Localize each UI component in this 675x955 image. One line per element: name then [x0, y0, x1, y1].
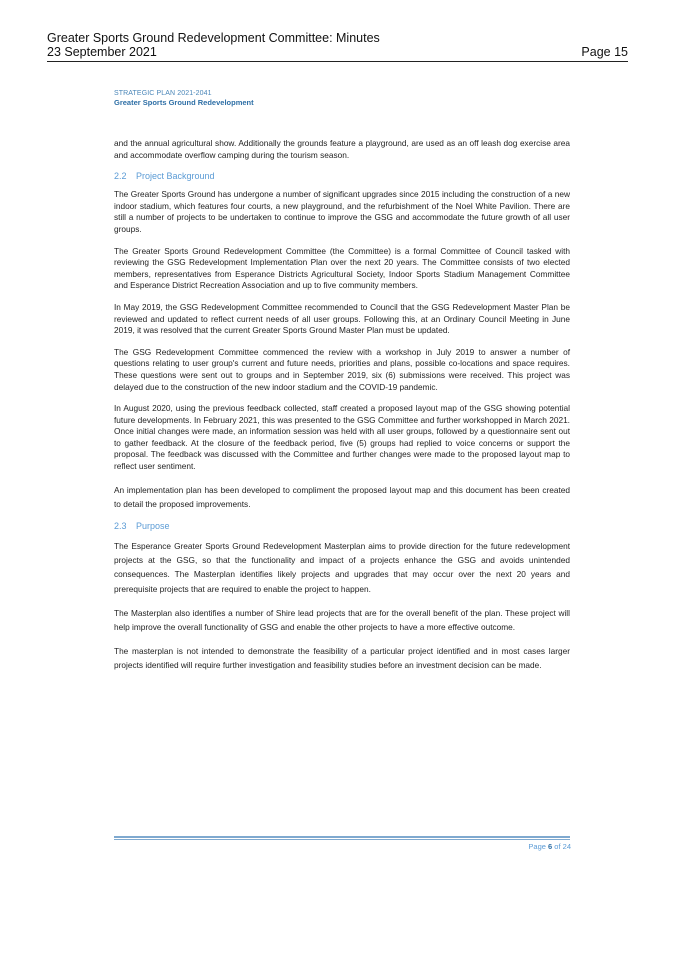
intro-paragraph: and the annual agricultural show. Additionally the grounds feature a playground, are used as an off leash dog exercise area and accommodate overflow camping during the tourism season.: [114, 138, 570, 160]
footer-divider: [114, 836, 570, 840]
header-date-row: [47, 45, 628, 59]
page-total: 24: [562, 842, 571, 851]
section-title: Project Background: [136, 171, 215, 182]
section-number: 2.2: [114, 171, 127, 182]
paragraph: In May 2019, the GSG Redevelopment Committee recommended to Council that the GSG Redevelopment Master Plan be reviewed and updated to reflect current needs of all user groups. Following this, at an Ordinary Council Meeting in June 2019, it was resolved that the current Greater Sports Ground Master Plan must be updated.: [114, 301, 570, 336]
page-header: [47, 31, 628, 62]
paragraph: An implementation plan has been developed to compliment the proposed layout map and this document has been created to detail the proposed improvements.: [114, 484, 570, 509]
paragraph: The masterplan is not intended to demonstrate the feasibility of a particular project identified and in most cases larger projects identified will require further investigation and feasibility studies before an investment decision can be made.: [114, 646, 570, 671]
section-heading-purpose: [114, 521, 570, 532]
document-body: [114, 138, 570, 683]
meeting-date: 23 September 2021: [47, 45, 157, 59]
header-divider: [47, 61, 628, 62]
strategic-plan-label: STRATEGIC PLAN 2021-2041: [114, 90, 212, 97]
section-heading-project-background: [114, 171, 570, 182]
document-title: Greater Sports Ground Redevelopment: [114, 98, 254, 107]
paragraph: In August 2020, using the previous feedback collected, staff created a proposed layout map of the GSG showing potential future developments. In February 2021, this was presented to the GSG Committee and further workshopped in March 2021. Once initial changes were made, an information session was held with all user groups, followed by a questionnaire sent out to gather feedback. At the closure of the feedback period, five (5) groups had replied to voice concerns or support the proposal. The feedback was discussed with the Committee and further changes were made to the proposed layout map to reflect user sentiment.: [114, 403, 570, 472]
document-subheader: [114, 89, 254, 108]
paragraph: The GSG Redevelopment Committee commenced the review with a workshop in July 2019 to answer a number of questions relating to user group's current and future needs, priorities and plans, possible co-locations and space requires. These questions were sent out to groups and in September 2019, six (6) submissions were received. This project was delayed due to the construction of the new indoor stadium and the COVID-19 pandemic.: [114, 346, 570, 392]
minutes-title: Greater Sports Ground Redevelopment Committee: Minutes: [47, 31, 380, 45]
paragraph: The Esperance Greater Sports Ground Redevelopment Masterplan aims to provide direction for the future redevelopment projects at the GSG, so that the functionality and impact of a projects enhance the GSG and avoids unintended consequences. The Masterplan identifies likely projects and upgrades that may occur over the next 20 years and prerequisite projects that are required to enable the project to happen.: [114, 541, 570, 594]
page-current: 6: [548, 842, 553, 851]
section-title: Purpose: [136, 521, 170, 532]
paragraph: The Greater Sports Ground Redevelopment Committee (the Committee) is a formal Committee of Council tasked with reviewing the GSG Redevelopment Implementation Plan over the next 20 years. The Committee consists of two elected members, representatives from Esperance Districts Agricultural Society, Indoor Sports Stadium Management Committee and Esperance District Recreation Association and up to five community members.: [114, 245, 570, 291]
page-of: of: [554, 842, 561, 851]
page-label: Page: [528, 842, 546, 851]
paragraph: The Masterplan also identifies a number of Shire lead projects that are for the overall benefit of the plan. These project will help improve the overall functionality of GSG and enable the other projects to have a more effective outcome.: [114, 607, 570, 633]
minutes-page-number: Page 15: [581, 45, 628, 59]
paragraph: The Greater Sports Ground has undergone a number of significant upgrades since 2015 including the construction of a new indoor stadium, which features four courts, a new playground, and the refurbishment of the Noel White Pavilion. There are still a number of projects to be undertaken to continue to improve the GSG and accommodate the future growth of all user groups.: [114, 189, 570, 234]
page-footer: [528, 842, 571, 851]
section-number: 2.3: [114, 521, 127, 532]
